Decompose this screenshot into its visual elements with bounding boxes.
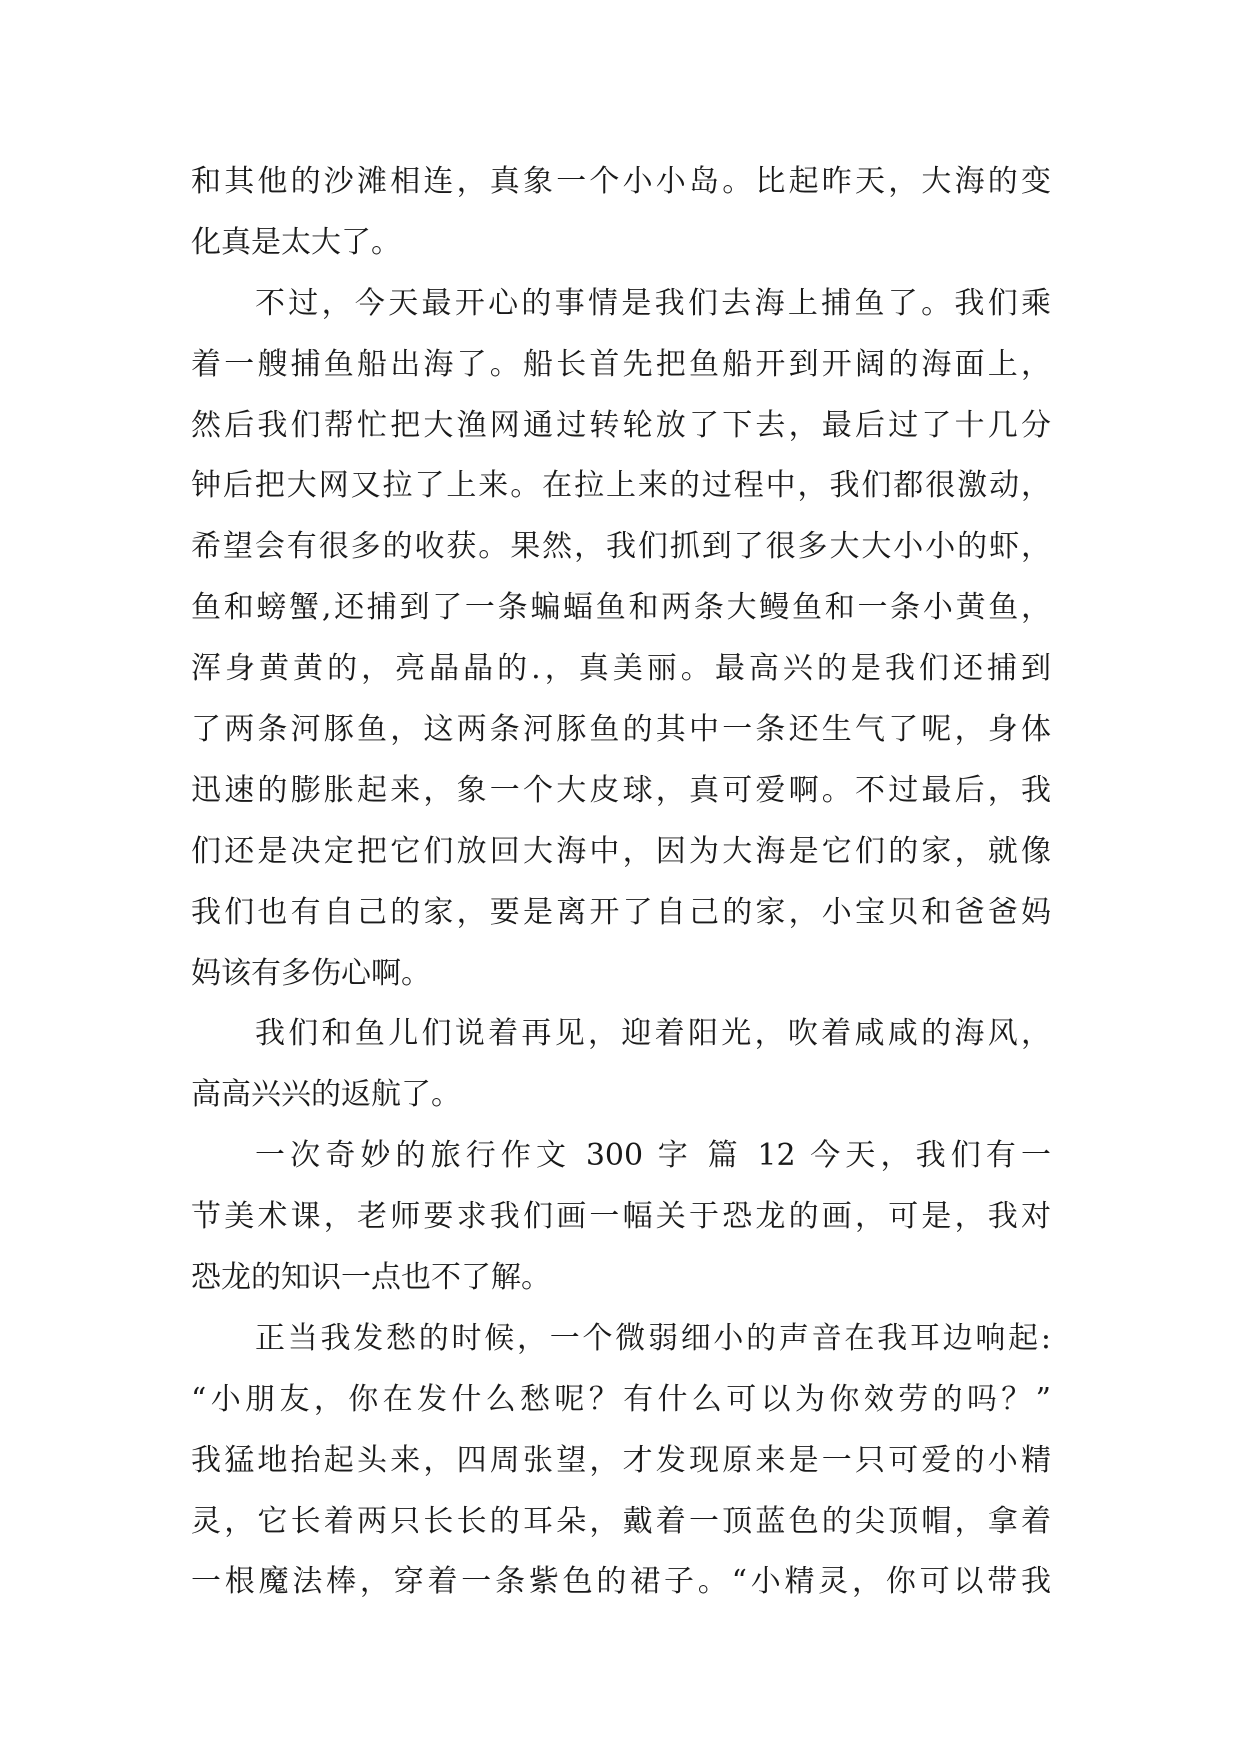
text-line: 然后我们帮忙把大渔网通过转轮放了下去，最后过了十几分 [191, 407, 1051, 443]
text-line: 一次奇妙的旅行作文 300 字 篇 12 今天，我们有一 [255, 1138, 1051, 1174]
text-line: 高高兴兴的返航了。 [191, 1077, 461, 1113]
text-line: 希望会有很多的收获。果然，我们抓到了很多大大小小的虾， [191, 529, 1051, 565]
text-line: 节美术课，老师要求我们画一幅关于恐龙的画，可是，我对 [191, 1199, 1051, 1235]
text-line: 恐龙的知识一点也不了解。 [191, 1260, 551, 1296]
text-line: 灵，它长着两只长长的耳朵，戴着一顶蓝色的尖顶帽，拿着 [191, 1503, 1051, 1539]
text-line: 我们和鱼儿们说着再见，迎着阳光，吹着咸咸的海风， [255, 1016, 1051, 1052]
text-line: 浑身黄黄的，亮晶晶的.，真美丽。最高兴的是我们还捕到 [191, 651, 1051, 687]
text-line: 我猛地抬起头来，四周张望，才发现原来是一只可爱的小精 [191, 1442, 1051, 1478]
text-line: 一根魔法棒，穿着一条紫色的裙子。“小精灵，你可以带我 [191, 1564, 1051, 1600]
text-line: 我们也有自己的家，要是离开了自己的家，小宝贝和爸爸妈 [191, 894, 1051, 930]
document-body-text [191, 152, 1051, 1613]
text-line: 们还是决定把它们放回大海中，因为大海是它们的家，就像 [191, 833, 1051, 869]
text-line: 妈该有多伤心啊。 [191, 955, 431, 991]
text-line: 正当我发愁的时候，一个微弱细小的声音在我耳边响起: [255, 1320, 1051, 1356]
text-line: “小朋友，你在发什么愁呢？有什么可以为你效劳的吗？” [191, 1381, 1051, 1417]
text-line: 和其他的沙滩相连，真象一个小小岛。比起昨天，大海的变 [191, 164, 1051, 199]
text-line: 了两条河豚鱼，这两条河豚鱼的其中一条还生气了呢，身体 [191, 712, 1051, 748]
text-line: 鱼和螃蟹,还捕到了一条蝙蝠鱼和两条大鳗鱼和一条小黄鱼， [191, 590, 1051, 626]
text-line: 化真是太大了。 [191, 224, 401, 260]
text-line: 不过，今天最开心的事情是我们去海上捕鱼了。我们乘 [255, 285, 1051, 321]
text-line: 着一艘捕鱼船出海了。船长首先把鱼船开到开阔的海面上， [191, 346, 1051, 382]
text-line: 迅速的膨胀起来，象一个大皮球，真可爱啊。不过最后，我 [191, 772, 1051, 808]
text-line: 钟后把大网又拉了上来。在拉上来的过程中，我们都很激动， [191, 468, 1051, 504]
